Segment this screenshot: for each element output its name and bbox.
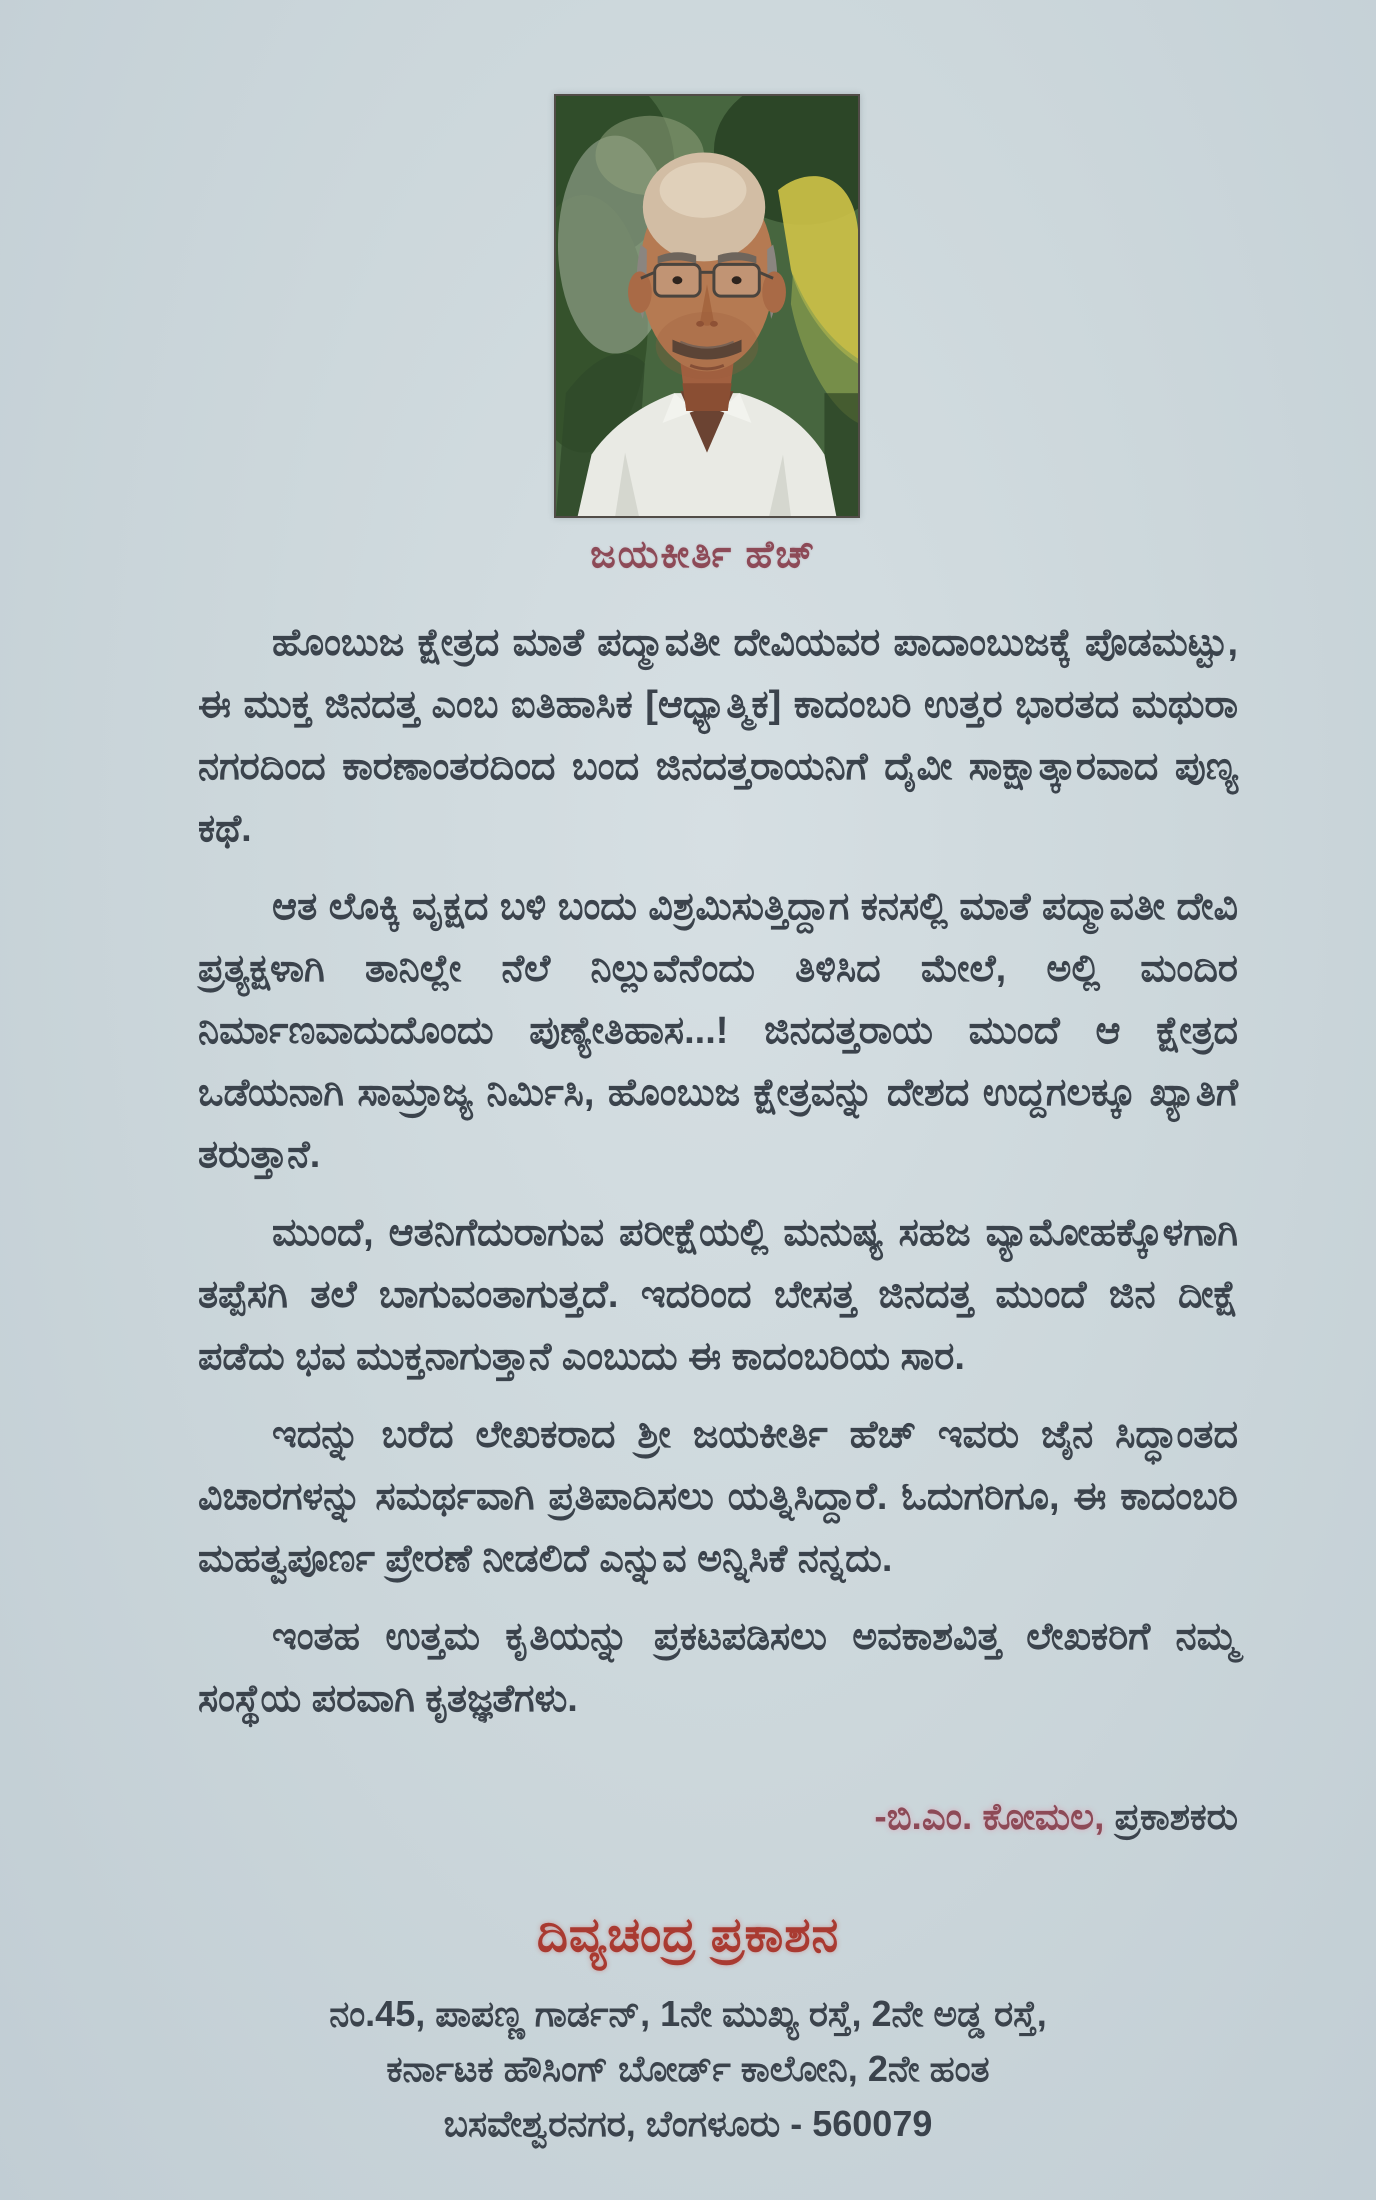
- publisher-signature-line: [198, 1796, 1238, 1839]
- blurb-paragraph-3: ಮುಂದೆ, ಆತನಿಗೆದುರಾಗುವ ಪರೀಕ್ಷೆಯಲ್ಲಿ ಮನುಷ್ಯ ಸಹಜ ವ್ಯಾಮೋಹಕ್ಕೊಳಗಾಗಿ ತಪ್ಪೆಸಗಿ ತಲೆ ಬಾಗುವಂತಾಗುತ್ತದೆ. ಇದರಿಂದ ಬೇಸತ್ತ ಜಿನದತ್ತ ಮುಂದೆ ಜಿನ ದೀಕ್ಷೆ ಪಡೆದು ಭವ ಮುಕ್ತನಾಗುತ್ತಾನೆ ಎಂಬುದು ಈ ಕಾದಂಬರಿಯ ಸಾರ.: [198, 1212, 1238, 1378]
- blurb-paragraph-2: ಆತ ಲೊಕ್ಕಿ ವೃಕ್ಷದ ಬಳಿ ಬಂದು ವಿಶ್ರಮಿಸುತ್ತಿದ್ದಾಗ ಕನಸಲ್ಲಿ ಮಾತೆ ಪದ್ಮಾವತೀ ದೇವಿ ಪ್ರತ್ಯಕ್ಷಳಾಗಿ ತಾನಿಲ್ಲೇ ನೆಲೆ ನಿಲ್ಲುವೆನೆಂದು ತಿಳಿಸಿದ ಮೇಲೆ, ಅಲ್ಲಿ ಮಂದಿರ ನಿರ್ಮಾಣವಾದುದೊಂದು ಪುಣ್ಯೇತಿಹಾಸ...! ಜಿನದತ್ತರಾಯ ಮುಂದೆ ಆ ಕ್ಷೇತ್ರದ ಒಡೆಯನಾಗಿ ಸಾಮ್ರಾಜ್ಯ ನಿರ್ಮಿಸಿ, ಹೊಂಬುಜ ಕ್ಷೇತ್ರವನ್ನು ದೇಶದ ಉದ್ದಗಲಕ್ಕೂ ಖ್ಯಾತಿಗೆ ತರುತ್ತಾನೆ.: [198, 886, 1238, 1176]
- blurb-paragraph-4: ಇದನ್ನು ಬರೆದ ಲೇಖಕರಾದ ಶ್ರೀ ಜಯಕೀರ್ತಿ ಹೆಚ್ ಇವರು ಜೈನ ಸಿದ್ಧಾಂತದ ವಿಚಾರಗಳನ್ನು ಸಮರ್ಥವಾಗಿ ಪ್ರತಿಪಾದಿಸಲು ಯತ್ನಿಸಿದ್ದಾರೆ. ಓದುಗರಿಗೂ, ಈ ಕಾದಂಬರಿ ಮಹತ್ವಪೂರ್ಣ ಪ್ರೇರಣೆ ನೀಡಲಿದೆ ಎನ್ನುವ ಅನ್ನಿಸಿಕೆ ನನ್ನದು.: [198, 1414, 1238, 1580]
- blurb-paragraph-5: ಇಂತಹ ಉತ್ತಮ ಕೃತಿಯನ್ನು ಪ್ರಕಟಪಡಿಸಲು ಅವಕಾಶವಿತ್ತ ಲೇಖಕರಿಗೆ ನಮ್ಮ ಸಂಸ್ಥೆಯ ಪರವಾಗಿ ಕೃತಜ್ಞತೆಗಳು.: [198, 1616, 1238, 1720]
- author-photo: [554, 94, 860, 518]
- publisher-address-line-3: ಬಸವೇಶ್ವರನಗರ, ಬೆಂಗಳೂರು - 560079: [443, 2103, 933, 2144]
- publisher-address-line-2: ಕರ್ನಾಟಕ ಹೌಸಿಂಗ್ ಬೋರ್ಡ್ ಕಾಲೋನಿ, 2ನೇ ಹಂತ: [386, 2048, 990, 2089]
- publisher-address-line-1: ನಂ.45, ಪಾಪಣ್ಣ ಗಾರ್ಡನ್, 1ನೇ ಮುಖ್ಯ ರಸ್ತೆ, 2ನೇ ಅಡ್ಡ ರಸ್ತೆ,: [329, 1993, 1047, 2034]
- signature-role: ಪ್ರಕಾಶಕರು: [1104, 1796, 1238, 1837]
- author-portrait-illustration: [556, 96, 858, 516]
- author-name-caption: ಜಯಕೀರ್ತಿ ಹೆಚ್: [590, 534, 816, 576]
- publisher-block: [0, 1908, 1376, 2151]
- publisher-name: ದಿವ್ಯಚಂದ್ರ ಪ್ರಕಾಶನ: [536, 1909, 840, 1962]
- signature-name: -ಬಿ.ಎಂ. ಕೋಮಲ,: [874, 1796, 1105, 1837]
- blurb-paragraph-1: ಹೊಂಬುಜ ಕ್ಷೇತ್ರದ ಮಾತೆ ಪದ್ಮಾವತೀ ದೇವಿಯವರ ಪಾದಾಂಬುಜಕ್ಕೆ ಪೊಡಮಟ್ಟು, ಈ ಮುಕ್ತ ಜಿನದತ್ತ ಎಂಬ ಐತಿಹಾಸಿಕ [ಆಧ್ಯಾತ್ಮಿಕ] ಕಾದಂಬರಿ ಉತ್ತರ ಭಾರತದ ಮಥುರಾ ನಗರದಿಂದ ಕಾರಣಾಂತರದಿಂದ ಬಂದ ಜಿನದತ್ತರಾಯನಿಗೆ ದೈವೀ ಸಾಕ್ಷಾತ್ಕಾರವಾದ ಪುಣ್ಯ ಕಥೆ.: [198, 622, 1238, 850]
- blurb-text-block: [198, 612, 1238, 1746]
